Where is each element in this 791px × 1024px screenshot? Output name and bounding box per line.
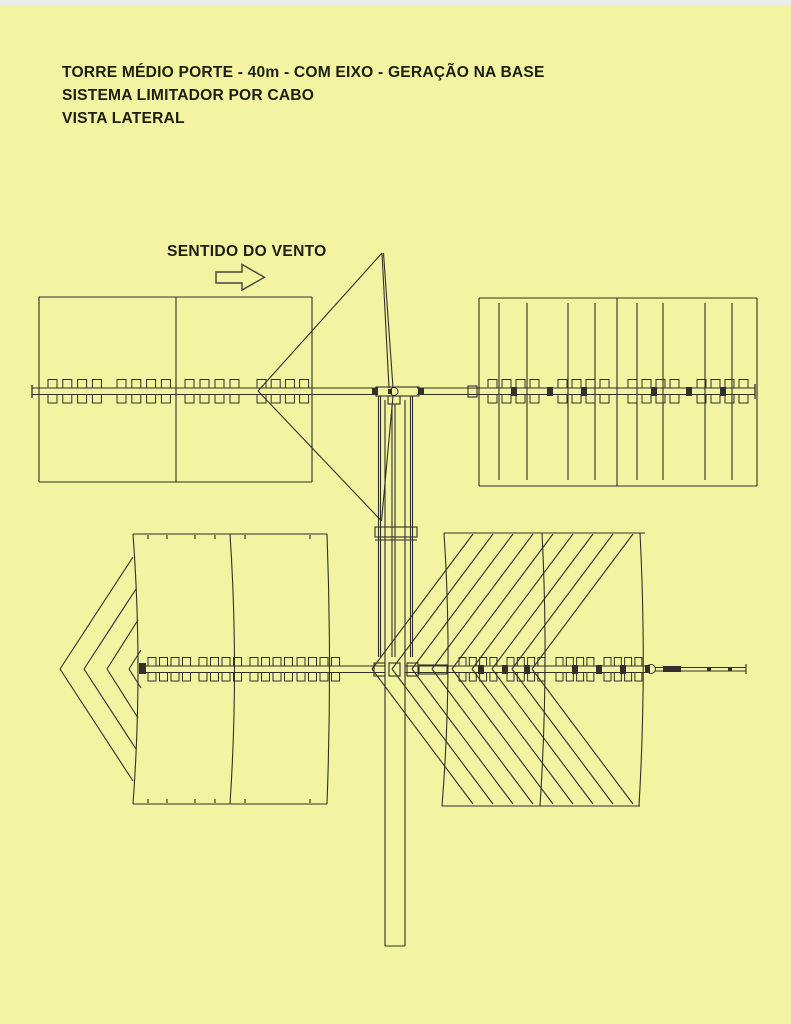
axis-tab	[507, 673, 514, 682]
axis-tab	[132, 380, 141, 389]
right-fan-arm	[392, 534, 493, 669]
axis-tab	[502, 395, 511, 404]
right-fan-arm	[452, 669, 553, 804]
axis-tab	[297, 658, 305, 667]
axis-black-clamp	[620, 665, 626, 674]
axis-tab	[160, 658, 168, 667]
axis-tab	[148, 673, 156, 682]
axis-tab	[63, 395, 72, 404]
axis-tab	[566, 658, 573, 667]
axis-black-clamp	[511, 387, 517, 396]
axis-tab	[587, 658, 594, 667]
axis-tab	[285, 380, 294, 389]
axis-tab	[604, 658, 611, 667]
axis-black-clamp	[572, 665, 578, 674]
axis-tab	[271, 395, 280, 404]
axis-tab	[262, 658, 270, 667]
axis-tab	[215, 380, 224, 389]
axis-tab	[211, 658, 219, 667]
axis-tab	[530, 380, 539, 389]
axis-tab	[147, 395, 156, 404]
axis-tab	[600, 380, 609, 389]
axis-tab	[556, 673, 563, 682]
axis-tab	[285, 395, 294, 404]
axis-tab	[488, 395, 497, 404]
axis-tab	[516, 395, 525, 404]
diagram-line	[258, 391, 382, 521]
axis-tab	[507, 658, 514, 667]
axis-tab	[725, 395, 734, 404]
axis-tab	[183, 673, 191, 682]
axis-tab	[222, 673, 230, 682]
axis-tab	[160, 673, 168, 682]
panel-curved-edge	[230, 534, 235, 804]
axis-black-clamp	[581, 387, 587, 396]
panel-curved-edge	[327, 534, 330, 804]
axis-tab	[670, 380, 679, 389]
axis-tab	[625, 658, 632, 667]
diagram-filled-rect	[139, 663, 146, 674]
axis-black-clamp	[524, 665, 530, 674]
right-fan-arm	[372, 534, 473, 669]
axis-tab	[332, 658, 340, 667]
diagram-filled-rect	[728, 667, 732, 671]
axis-tab	[488, 380, 497, 389]
axis-tab	[273, 673, 281, 682]
panel-curved-edge	[133, 534, 138, 804]
axis-tab	[300, 395, 309, 404]
axis-tab	[161, 395, 170, 404]
axis-tab	[587, 673, 594, 682]
right-fan-arm	[512, 534, 613, 669]
axis-tab	[200, 380, 209, 389]
axis-tab	[517, 658, 524, 667]
axis-tab	[185, 380, 194, 389]
diagram-filled-rect	[418, 388, 424, 394]
diagram-line	[258, 253, 382, 391]
axis-tab	[48, 395, 57, 404]
diagram-rect	[388, 396, 400, 404]
axis-tab	[642, 380, 651, 389]
axis-tab	[572, 380, 581, 389]
right-fan-arm	[532, 669, 633, 804]
panel-curved-edge	[639, 533, 643, 806]
axis-tab	[538, 658, 545, 667]
axis-tab	[63, 380, 72, 389]
right-fan-arm	[432, 669, 533, 804]
right-fan-arm	[492, 669, 593, 804]
axis-tab	[171, 658, 179, 667]
axis-black-clamp	[502, 665, 508, 674]
axis-tab	[199, 673, 207, 682]
axis-tab	[285, 658, 293, 667]
axis-tab	[586, 380, 595, 389]
wind-direction-label: SENTIDO DO VENTO	[167, 243, 327, 260]
axis-tab	[628, 395, 637, 404]
axis-tab	[183, 658, 191, 667]
axis-tab	[132, 395, 141, 404]
axis-tab	[199, 658, 207, 667]
axis-tab	[273, 658, 281, 667]
axis-tab	[262, 673, 270, 682]
title-line-3: VISTA LATERAL	[62, 110, 185, 127]
axis-tab	[320, 658, 328, 667]
axis-tab	[185, 395, 194, 404]
axis-tab	[642, 395, 651, 404]
right-fan-arm	[532, 534, 633, 669]
axis-tab	[161, 380, 170, 389]
axis-black-clamp	[686, 387, 692, 396]
axis-tab	[480, 658, 487, 667]
axis-tab	[528, 658, 535, 667]
axis-tab	[300, 380, 309, 389]
axis-tab	[117, 380, 126, 389]
axis-tab	[656, 380, 665, 389]
diagram-line	[382, 396, 394, 521]
axis-tab	[271, 380, 280, 389]
diagram-filled-rect	[663, 666, 681, 672]
axis-tab	[309, 658, 317, 667]
left-chevron-arm	[60, 669, 133, 781]
axis-tab	[558, 380, 567, 389]
axis-tab	[117, 395, 126, 404]
axis-black-clamp	[651, 387, 657, 396]
axis-tab	[215, 395, 224, 404]
axis-tab	[711, 380, 720, 389]
axis-tab	[200, 395, 209, 404]
axis-black-clamp	[596, 665, 602, 674]
axis-tab	[725, 380, 734, 389]
axis-tab	[250, 673, 258, 682]
axis-tab	[656, 395, 665, 404]
axis-tab	[148, 658, 156, 667]
right-fan-arm	[392, 669, 493, 804]
right-fan-arm	[412, 534, 513, 669]
axis-tab	[516, 380, 525, 389]
axis-black-clamp	[478, 665, 484, 674]
axis-tab	[78, 380, 87, 389]
title-line-1: TORRE MÉDIO PORTE - 40m - COM EIXO - GERAÇÃO NA BASE	[62, 64, 545, 81]
axis-tab	[530, 395, 539, 404]
axis-tab	[739, 395, 748, 404]
axis-tab	[502, 380, 511, 389]
axis-tab	[586, 395, 595, 404]
axis-tab	[297, 673, 305, 682]
wind-direction-arrow-icon	[216, 265, 265, 291]
axis-tab	[230, 395, 239, 404]
right-fan-arm	[412, 669, 513, 804]
axis-tab	[614, 658, 621, 667]
left-chevron-arm	[84, 669, 136, 749]
axis-tab	[739, 380, 748, 389]
axis-tab	[635, 673, 642, 682]
diagram-filled-rect	[372, 388, 378, 394]
axis-tab	[48, 380, 57, 389]
diagram-filled-rect	[707, 667, 711, 671]
axis-tab	[171, 673, 179, 682]
axis-tab	[577, 658, 584, 667]
axis-tab	[538, 673, 545, 682]
axis-tab	[320, 673, 328, 682]
axis-tab	[309, 673, 317, 682]
left-chevron-arm	[84, 589, 136, 669]
axis-tab	[604, 673, 611, 682]
axis-tab	[230, 380, 239, 389]
axis-tab	[600, 395, 609, 404]
axis-tab	[92, 395, 101, 404]
axis-tab	[222, 658, 230, 667]
axis-tab	[670, 395, 679, 404]
axis-tab	[556, 658, 563, 667]
axis-tab	[558, 395, 567, 404]
right-fan-arm	[372, 669, 473, 804]
axis-black-clamp	[720, 387, 726, 396]
axis-tab	[147, 380, 156, 389]
axis-black-clamp	[547, 387, 553, 396]
right-fan-arm	[452, 534, 553, 669]
title-line-2: SISTEMA LIMITADOR POR CABO	[62, 87, 315, 104]
axis-tab	[92, 380, 101, 389]
axis-tab	[628, 380, 637, 389]
axis-tab	[78, 395, 87, 404]
axis-tab	[711, 395, 720, 404]
axis-tab	[572, 395, 581, 404]
axis-tab	[635, 658, 642, 667]
axis-tab	[250, 658, 258, 667]
axis-tab	[211, 673, 219, 682]
axis-tab	[285, 673, 293, 682]
right-fan-arm	[472, 534, 573, 669]
right-fan-arm	[512, 669, 613, 804]
axis-tab	[332, 673, 340, 682]
left-chevron-arm	[60, 557, 133, 669]
right-fan-arm	[472, 669, 573, 804]
